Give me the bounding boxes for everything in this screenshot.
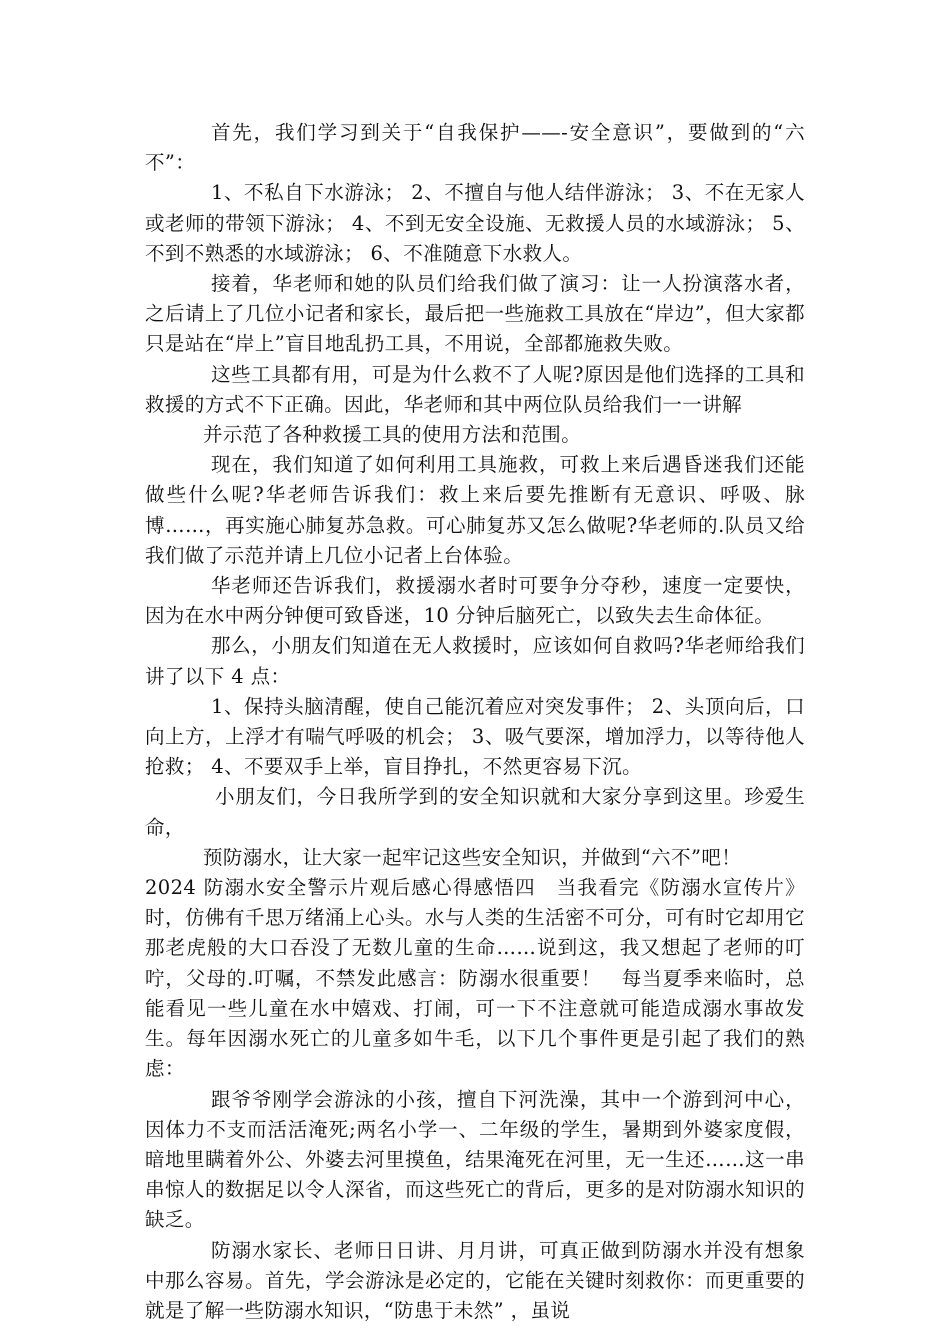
paragraph-self-protection-intro: 首先，我们学习到关于“自我保护——-安全意识”，要做到的“六不”： <box>145 121 805 175</box>
paragraph-prevention: 防溺水家长、老师日日讲、月月讲，可真正做到防溺水并没有想象中那么容易。首先，学会游泳是必定的，它能在关键时刻救你：而更重要的就是了解一些防溺水知识，“防患于未然” ，虽说 <box>145 1238 805 1322</box>
paragraph-six-rules: 1、不私自下水游泳； 2、不擅自与他人结伴游泳； 3、不在无家人或老师的带领下游泳； 4、不到无安全设施、无救援人员的水域游泳； 5、不到不熟悉的水域游泳； 6、不准随意下水救人。 <box>145 181 805 265</box>
paragraph-closing: 预防溺水，让大家一起牢记这些安全知识，并做到“六不”吧！ <box>203 845 742 869</box>
paragraph-essay-four: 2024 防溺水安全警示片观后感心得感悟四 当我看完《防溺水宣传片》时，仿佛有千思万绪涌上心头。水与人类的生活密不可分，可有时它却用它那老虎般的大口吞没了无数儿童的生命……说到这，我又想起了老师的叮咛，父母的.叮嘱，不禁发此感言：防溺水很重要！ 每当夏季来临时，总能看见一些儿童在水中嬉戏、打闹，可一下不注意就可能造成溺水事故发生。每年因溺水死亡的儿童多如牛毛，以下几个事件更是引起了我们的熟虑： <box>145 876 805 1081</box>
paragraph-drill: 接着，华老师和她的队员们给我们做了演习：让一人扮演落水者，之后请上了几位小记者和家长，最后把一些施救工具放在“岸边”，但大家都只是站在“岸上”盲目地乱扔工具，不用说，全部都施救失败。 <box>145 272 805 356</box>
document-body <box>145 118 805 1326</box>
paragraph-incidents: 跟爷爷刚学会游泳的小孩，擅自下河洗澡，其中一个游到河中心，因体力不支而活活淹死;两名小学一、二年级的学生，暑期到外婆家度假，暗地里瞒着外公、外婆去河里摸鱼，结果淹死在河里，无一生还……这一串串惊人的数据足以令人深省，而这些死亡的背后，更多的是对防溺水知识的缺乏。 <box>145 1087 805 1232</box>
paragraph-tools: 这些工具都有用，可是为什么救不了人呢?原因是他们选择的工具和救援的方式不下正确。因此，华老师和其中两位队员给我们一一讲解 <box>145 362 805 416</box>
paragraph-speed: 华老师还告诉我们，救援溺水者时可要争分夺秒，速度一定要快，因为在水中两分钟便可致昏迷，10 分钟后脑死亡，以致失去生命体征。 <box>145 574 805 628</box>
paragraph-cpr: 现在，我们知道了如何利用工具施救，可救上来后遇昏迷我们还能做些什么呢?华老师告诉我们：救上来后要先推断有无意识、呼吸、脉博……，再实施心肺复苏急救。可心肺复苏又怎么做呢?华老师的.队员又给我们做了示范并请上几位小记者上台体验。 <box>145 453 805 567</box>
paragraph-tools-demo: 并示范了各种救援工具的使用方法和范围。 <box>203 423 582 447</box>
paragraph-self-rescue-points: 1、保持头脑清醒，使自己能沉着应对突发事件； 2、头顶向后，口向上方，上浮才有喘气呼吸的机会； 3、吸气要深，增加浮力，以等待他人抢救； 4、不要双手上举，盲目挣扎，不然更容易下沉。 <box>145 694 805 779</box>
paragraph-summary: 小朋友们，今日我所学到的安全知识就和大家分享到这里。珍爱生命， <box>145 785 805 839</box>
paragraph-self-rescue-question: 那么，小朋友们知道在无人救援时，应该如何自救吗?华老师给我们讲了以下 4 点： <box>145 634 805 688</box>
